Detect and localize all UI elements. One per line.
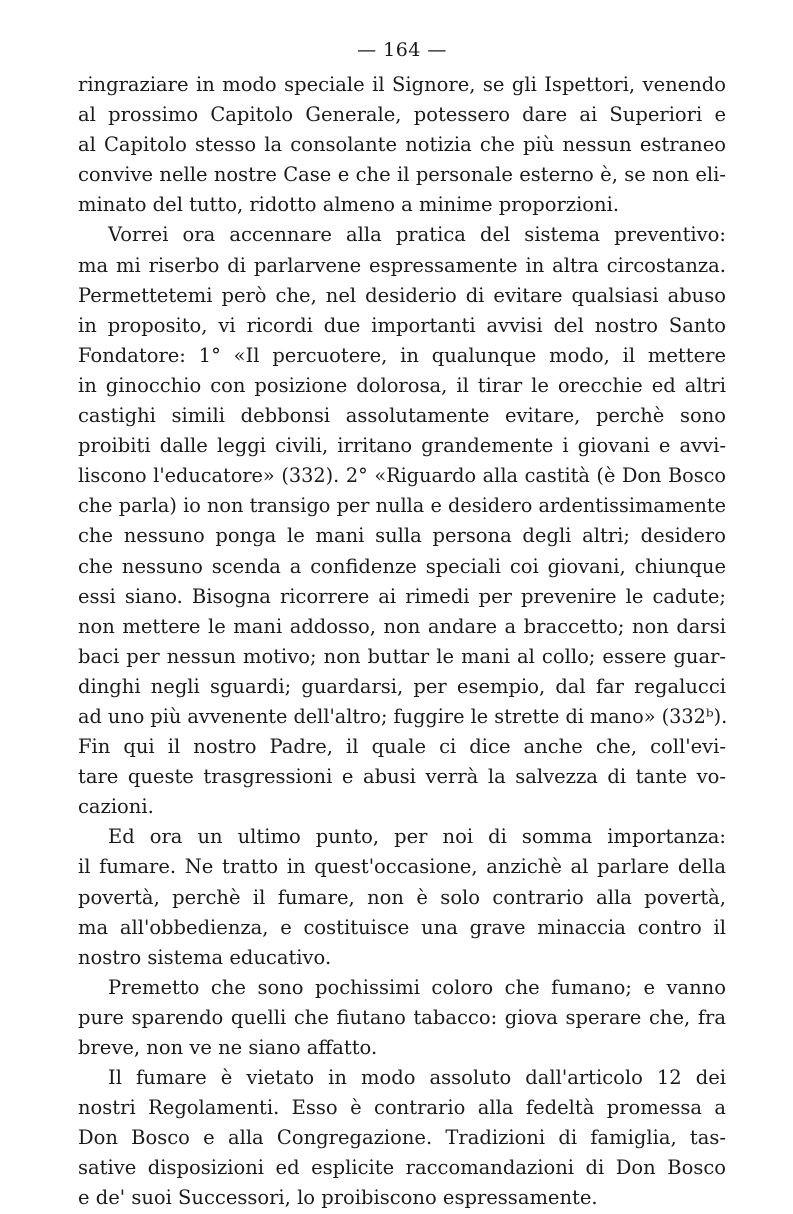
document-page — [78, 36, 726, 1214]
text-line: proibiti dalle leggi civili, irritano grandemente i giovani e avvi- — [78, 434, 726, 458]
text-line: Don Bosco e alla Congregazione. Tradizioni di famiglia, tas- — [78, 1126, 726, 1150]
text-line: liscono l'educatore» (332). 2° «Riguardo alla castità (è Don Bosco — [78, 464, 726, 488]
body-text — [78, 70, 726, 1214]
text-line: Fin qui il nostro Padre, il quale ci dice anche che, coll'evi- — [78, 735, 726, 759]
text-line: Permettetemi però che, nel desiderio di evitare qualsiasi abuso — [78, 283, 726, 307]
text-line: minato del tutto, ridotto almeno a minime proporzioni. — [78, 193, 620, 217]
paragraph — [78, 220, 726, 822]
page-number: — 164 — — [357, 39, 447, 61]
paragraph — [78, 973, 726, 1063]
text-line: Ed ora un ultimo punto, per noi di somma importanza: — [108, 825, 726, 849]
text-line: baci per nessun motivo; non buttar le mani al collo; essere guar- — [78, 644, 726, 668]
text-line: che nessuno ponga le mani sulla persona degli altri; desidero — [78, 524, 726, 548]
text-line: che parla) io non transigo per nulla e desidero ardentissimamente — [78, 494, 726, 518]
text-line: nostri Regolamenti. Esso è contrario alla fedeltà promessa a — [78, 1096, 726, 1120]
text-line: ma mi riserbo di parlarvene espressamente in altra circostanza. — [78, 253, 726, 277]
text-line: nostro sistema educativo. — [78, 945, 332, 969]
paragraph — [78, 1063, 726, 1213]
text-line: Premetto che sono pochissimi coloro che fumano; e vanno — [108, 975, 726, 999]
text-line: al Capitolo stesso la consolante notizia che più nessun estraneo — [78, 133, 726, 157]
text-line: castighi simili debbonsi assolutamente evitare, perchè sono — [78, 404, 726, 428]
text-line: che nessuno scenda a confidenze speciali coi giovani, chiunque — [78, 554, 726, 578]
text-line: cazioni. — [78, 795, 154, 819]
text-line: non mettere le mani addosso, non andare a braccetto; non darsi — [78, 614, 726, 638]
text-line: e de' suoi Successori, lo proibiscono espressamente. — [78, 1186, 598, 1210]
text-line: in proposito, vi ricordi due importanti avvisi del nostro Santo — [78, 313, 726, 337]
text-line: convive nelle nostre Case e che il personale esterno è, se non eli- — [78, 163, 726, 187]
text-line: dinghi negli sguardi; guardarsi, per esempio, dal far regalucci — [78, 674, 726, 698]
text-line: al prossimo Capitolo Generale, potessero dare ai Superiori e — [78, 103, 726, 127]
text-line: pure sparendo quelli che fiutano tabacco: giova sperare che, fra — [78, 1005, 726, 1029]
text-line: Il fumare è vietato in modo assoluto dall'articolo 12 dei — [108, 1066, 726, 1090]
text-line: essi siano. Bisogna ricorrere ai rimedi per prevenire le cadute; — [78, 584, 726, 608]
text-line: sative disposizioni ed esplicite raccomandazioni di Don Bosco — [78, 1156, 726, 1180]
text-line: Fondatore: 1° «Il percuotere, in qualunque modo, il mettere — [78, 343, 726, 367]
text-line: Vorrei ora accennare alla pratica del sistema preventivo: — [108, 223, 726, 247]
paragraph — [78, 70, 726, 220]
text-line: breve, non ve ne siano affatto. — [78, 1036, 378, 1059]
text-line: ringraziare in modo speciale il Signore, se gli Ispettori, venendo — [78, 73, 726, 96]
text-line: in ginocchio con posizione dolorosa, il tirar le orecchie ed altri — [78, 373, 726, 397]
text-line: tare queste trasgressioni e abusi verrà la salvezza di tante vo- — [78, 765, 726, 789]
text-line: ad uno più avvenente dell'altro; fuggire le strette di mano» (332ᵇ). — [78, 704, 728, 728]
text-line: ma all'obbedienza, e costituisce una grave minaccia contro il — [78, 915, 726, 939]
paragraph — [78, 822, 726, 972]
text-line: povertà, perchè il fumare, non è solo contrario alla povertà, — [78, 885, 726, 909]
text-line: il fumare. Ne tratto in quest'occasione, anzichè al parlare della — [78, 855, 726, 879]
